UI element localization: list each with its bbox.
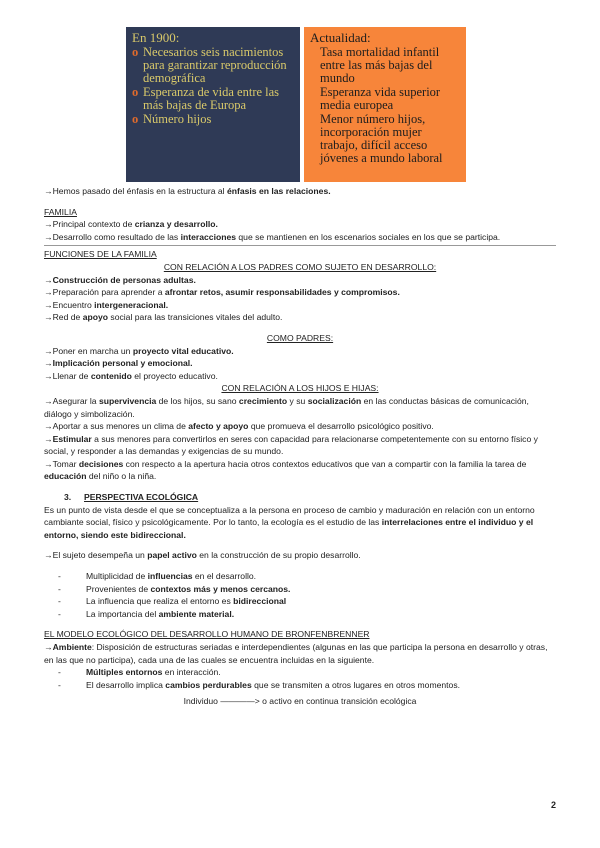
- funciones-line: →Red de apoyo social para las transiciones vitales del adulto.: [44, 312, 283, 323]
- funciones-subheading: CON RELACIÓN A LOS HIJOS E HIJAS:: [221, 383, 379, 394]
- panel-1900-title: En 1900:: [132, 30, 180, 45]
- funciones-line: →Llenar de contenido el proyecto educativo.: [44, 370, 218, 381]
- list-item: - Provenientes de contextos más y menos cercanos.: [58, 583, 291, 594]
- panel-actualidad-item: Tasa mortalidad infantil entre las más bajas del mundo: [320, 45, 440, 85]
- list-item: - La influencia que realiza el entorno es bidireccional: [58, 596, 287, 607]
- list-item: - El desarrollo implica cambios perdurables que se transmiten a otros lugares en otros momentos.: [58, 679, 461, 690]
- list-item: - Multiplicidad de influencias en el desarrollo.: [58, 571, 257, 582]
- funciones-line: →Poner en marcha un proyecto vital educativo.: [44, 345, 234, 356]
- modelo-paragraph: →Ambiente: Disposición de estructuras seriadas e interdependientes (algunas en las que participa la persona en desarrollo y otras, en las que no participa), cada una de las cuales se encuentra incluidas en la siguiente.: [44, 642, 548, 665]
- divider: [44, 245, 556, 246]
- funciones-heading: FUNCIONES DE LA FAMILIA: [44, 249, 157, 260]
- modelo-footer: Individuo ————> o activo en continua transición ecológica: [183, 696, 417, 707]
- bullet-icon: o: [132, 85, 139, 99]
- funciones-subheading: COMO PADRES:: [266, 332, 334, 343]
- funciones-line: →Estimular a sus menores para convertirlos en seres con capacidad para relacionarse competentemente con su entorno físico y social, y responder a las demandas y exigencias de su mundo.: [44, 433, 538, 457]
- modelo-heading: EL MODELO ECOLÓGICO DEL DESARROLLO HUMANO DE BRONFENBRENNER: [44, 629, 370, 640]
- comparison-image: [126, 27, 466, 182]
- document-body: [44, 185, 556, 708]
- page-number: 2: [550, 800, 556, 810]
- funciones-line: →Construcción de personas adultas.: [44, 274, 196, 285]
- panel-1900-item: o Número hijos: [132, 112, 212, 126]
- panel-actualidad-item: Menor número hijos, incorporación mujer trabajo, difícil acceso jóvenes a mundo laboral: [320, 112, 443, 165]
- funciones-line: →Encuentro intergeneracional.: [44, 299, 169, 310]
- panel-1900: [126, 27, 300, 182]
- perspectiva-heading: 3. PERSPECTIVA ECOLÓGICA: [64, 492, 199, 503]
- panel-actualidad-item: Esperanza vida superior media europea: [320, 85, 441, 112]
- list-item: - Múltiples entornos en interacción.: [58, 667, 221, 678]
- funciones-line: →Aportar a sus menores un clima de afecto y apoyo que promueva el desarrollo psicológico positivo.: [44, 421, 434, 432]
- funciones-line: →Preparación para aprender a afrontar retos, asumir responsabilidades y compromisos.: [44, 287, 400, 298]
- list-item: - La importancia del ambiente material.: [58, 608, 235, 619]
- funciones-subheading: CON RELACIÓN A LOS PADRES COMO SUJETO EN DESARROLLO:: [163, 261, 437, 272]
- panel-actualidad: [304, 27, 466, 182]
- funciones-line: →Implicación personal y emocional.: [44, 358, 193, 369]
- panel-1900-item: o Esperanza de vida entre las más bajas de Europa: [132, 85, 280, 112]
- intro-line: →Hemos pasado del énfasis en la estructura al énfasis en las relaciones.: [44, 186, 331, 196]
- funciones-line: →Tomar decisiones con respecto a la apertura hacia otros contextos educativos que van a compartir con la familia la tarea de educación del niño o la niña.: [44, 458, 527, 482]
- panel-1900-item: o Necesarios seis nacimientos para garantizar reproducción demográfica: [132, 45, 287, 85]
- bullet-icon: o: [132, 112, 139, 126]
- perspectiva-paragraph: Es un punto de vista desde el que se conceptualiza a la persona en proceso de cambio y maduración en relación con un entorno cambiante social, físico y psicológicamente. Por lo tanto, la ecología es el estudio de las interrelaciones entre el individuo y el entorno, siendo este bidireccional.: [44, 504, 535, 540]
- perspectiva-paragraph: →El sujeto desempeña un papel activo en la construcción de su propio desarrollo.: [44, 550, 361, 561]
- familia-line: →Principal contexto de crianza y desarrollo.: [44, 219, 218, 230]
- funciones-line: →Asegurar la supervivencia de los hijos, su sano crecimiento y su socialización en las conductas básicas de comunicación, diálogo y simbolización.: [44, 395, 529, 419]
- panel-actualidad-title: Actualidad:: [310, 30, 371, 45]
- familia-line: →Desarrollo como resultado de las interacciones que se mantienen en los escenarios sociales en los que se participa.: [44, 231, 501, 242]
- familia-heading: FAMILIA: [44, 206, 77, 217]
- bullet-icon: o: [132, 45, 139, 59]
